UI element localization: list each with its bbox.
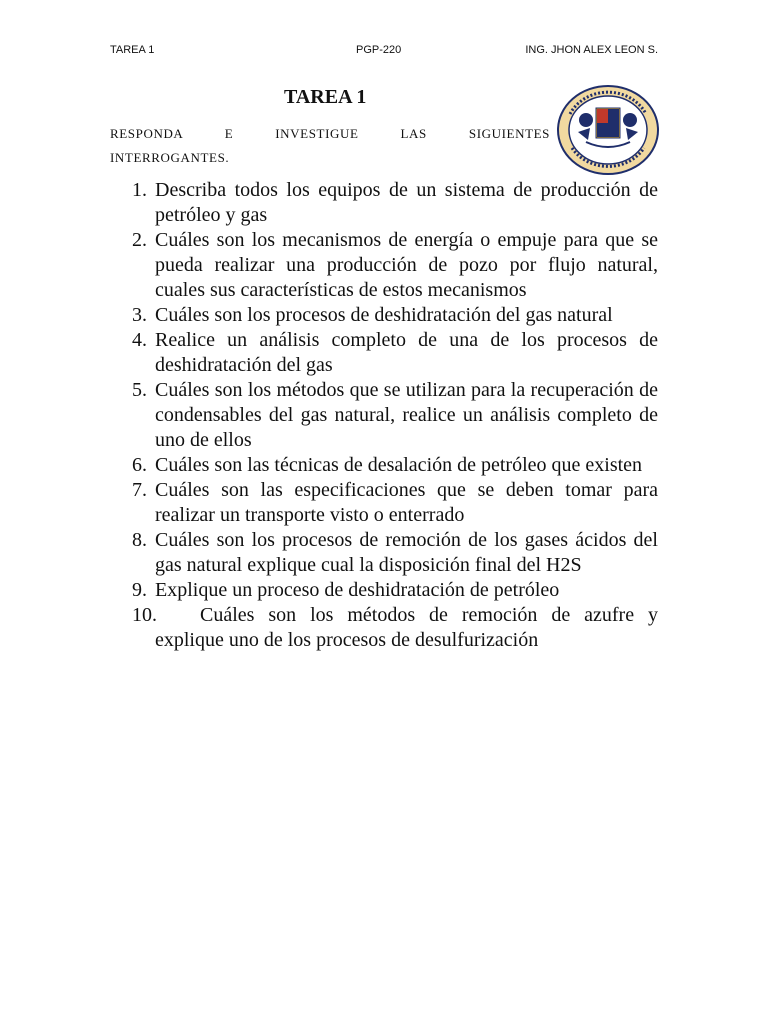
page-title: TAREA 1 bbox=[284, 86, 367, 108]
question-number: 9. bbox=[132, 579, 147, 601]
question-text: Cuáles son los métodos que se utilizan para la recuperación de condensables del gas natural, realice un análisis completo de uno de ellos bbox=[155, 379, 658, 451]
list-item bbox=[110, 228, 658, 303]
question-number: 2. bbox=[132, 229, 147, 251]
instructions-line-2: INTERROGANTES. bbox=[110, 150, 230, 165]
questions-list bbox=[110, 178, 658, 653]
question-text: Cuáles son los métodos de remoción de azufre y explique uno de los procesos de desulfurización bbox=[155, 604, 658, 651]
question-text: Cuáles son los procesos de deshidratación del gas natural bbox=[155, 304, 613, 326]
header-assignment: TAREA 1 bbox=[110, 44, 155, 56]
list-item bbox=[110, 178, 658, 228]
question-text: Cuáles son las especificaciones que se deben tomar para realizar un transporte visto o enterrado bbox=[155, 479, 658, 526]
question-text: Explique un proceso de deshidratación de petróleo bbox=[155, 579, 560, 601]
question-number: 8. bbox=[132, 529, 147, 551]
list-item bbox=[110, 578, 658, 603]
list-item bbox=[110, 378, 658, 453]
header-instructor: ING. JHON ALEX LEON S. bbox=[525, 44, 658, 56]
list-item bbox=[110, 528, 658, 578]
list-item bbox=[110, 328, 658, 378]
list-item bbox=[110, 478, 658, 528]
list-item bbox=[110, 303, 658, 328]
list-item bbox=[110, 603, 658, 653]
instructions-line-1: RESPONDA E INVESTIGUE LAS SIGUIENTES bbox=[110, 126, 550, 141]
question-number: 10. bbox=[132, 604, 157, 626]
question-number: 7. bbox=[132, 479, 147, 501]
question-text: Cuáles son los mecanismos de energía o empuje para que se pueda realizar una producción de pozo por flujo natural, cuales sus características de estos mecanismos bbox=[155, 229, 658, 301]
question-number: 4. bbox=[132, 329, 147, 351]
question-number: 1. bbox=[132, 179, 147, 201]
page-header bbox=[110, 44, 658, 60]
question-number: 5. bbox=[132, 379, 147, 401]
question-text: Cuáles son los procesos de remoción de los gases ácidos del gas natural explique cual la disposición final del H2S bbox=[155, 529, 658, 576]
university-seal-icon bbox=[556, 84, 660, 176]
question-text: Cuáles son las técnicas de desalación de petróleo que existen bbox=[155, 454, 643, 476]
header-course-code: PGP-220 bbox=[356, 44, 402, 56]
question-text: Realice un análisis completo de una de los procesos de deshidratación del gas bbox=[155, 329, 658, 376]
question-number: 3. bbox=[132, 304, 147, 326]
question-number: 6. bbox=[132, 454, 147, 476]
question-text: Describa todos los equipos de un sistema de producción de petróleo y gas bbox=[155, 179, 658, 226]
list-item bbox=[110, 453, 658, 478]
